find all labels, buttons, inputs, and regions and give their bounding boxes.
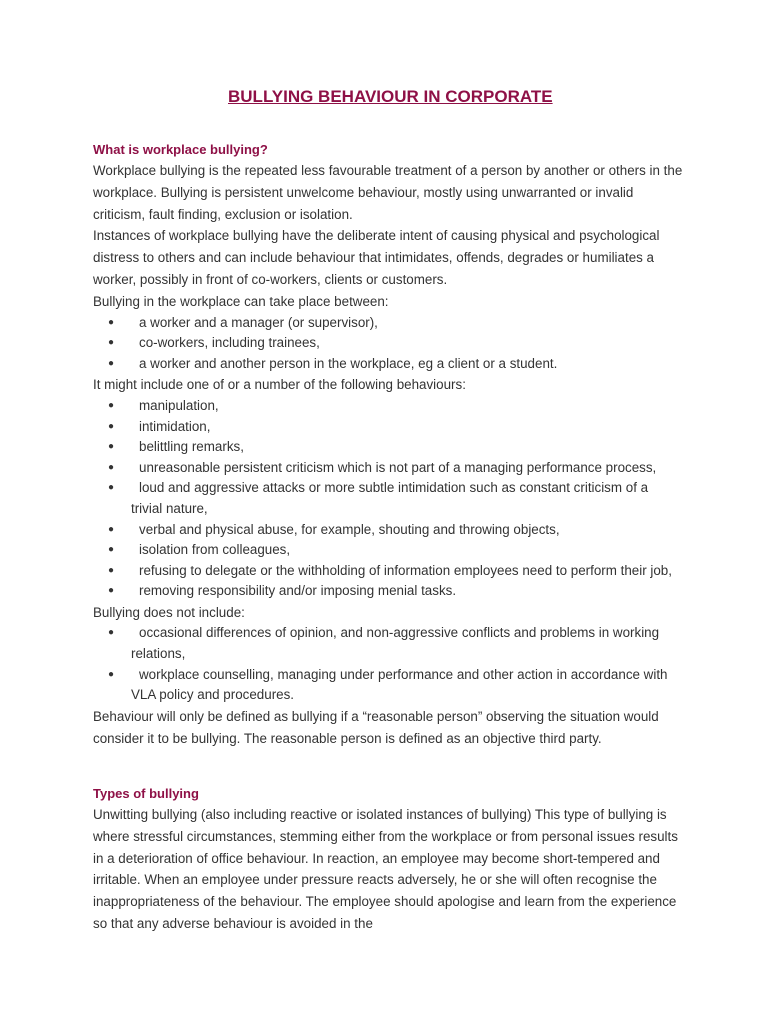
bullet-icon: ●: [108, 668, 115, 680]
bullet-icon: ●: [108, 482, 115, 494]
bullet-list-between: [93, 313, 683, 375]
section-body-types-of-bullying: [93, 804, 683, 935]
list-lead-behaviours: It might include one of or a number of the following behaviours:: [93, 377, 466, 393]
list-item-text: isolation from colleagues,: [139, 542, 291, 558]
bullet-icon: ●: [108, 399, 115, 411]
list-item: [93, 561, 683, 582]
list-item-text: a worker and another person in the workplace, eg a client or a student.: [139, 355, 558, 371]
list-item-text: manipulation,: [139, 397, 219, 413]
bullet-list-behaviours: [93, 396, 683, 602]
list-item-text: workplace counselling, managing under performance and other action in accordance with VLA policy and procedures.: [131, 666, 668, 703]
list-item: [93, 623, 683, 664]
list-item: [93, 417, 683, 438]
list-item-text: removing responsibility and/or imposing menial tasks.: [139, 583, 457, 599]
list-item-text: intimidation,: [139, 418, 211, 434]
paragraph-intent: Instances of workplace bullying have the deliberate intent of causing physical and psychological distress to others and can include behaviour that intimidates, offends, degrades or humiliates a worker, possibly in front of co-workers, clients or customers.: [93, 228, 660, 287]
section-body-what-is-bullying: [93, 160, 683, 749]
list-item: [93, 437, 683, 458]
bullet-icon: ●: [108, 523, 115, 535]
list-item: [93, 313, 683, 334]
list-item-text: a worker and a manager (or supervisor),: [139, 314, 378, 330]
bullet-icon: ●: [108, 441, 115, 453]
list-lead-between: Bullying in the workplace can take place between:: [93, 293, 389, 309]
list-item: [93, 333, 683, 354]
list-item-text: belittling remarks,: [139, 439, 244, 455]
bullet-icon: ●: [108, 585, 115, 597]
bullet-icon: ●: [108, 357, 115, 369]
bullet-icon: ●: [108, 627, 115, 639]
bullet-icon: ●: [108, 420, 115, 432]
list-item-text: occasional differences of opinion, and non-aggressive conflicts and problems in working relations,: [131, 625, 660, 662]
document-title: BULLYING BEHAVIOUR IN CORPORATE: [228, 87, 553, 106]
list-item-text: loud and aggressive attacks or more subtle intimidation such as constant criticism of a trivial nature,: [131, 480, 649, 516]
list-item-text: verbal and physical abuse, for example, shouting and throwing objects,: [139, 521, 560, 537]
section-heading-what-is-bullying: What is workplace bullying?: [93, 142, 268, 157]
bullet-icon: ●: [108, 564, 115, 576]
list-item: [93, 396, 683, 417]
list-lead-not-include: Bullying does not include:: [93, 604, 245, 620]
bullet-list-not-include: [93, 623, 683, 705]
list-item: [93, 354, 683, 375]
list-item: [93, 520, 683, 541]
list-item: [93, 540, 683, 561]
list-item: [93, 478, 683, 519]
bullet-icon: ●: [108, 337, 115, 349]
list-item: [93, 581, 683, 602]
list-item: [93, 458, 683, 479]
list-item-text: unreasonable persistent criticism which is not part of a managing performance process,: [139, 459, 657, 475]
paragraph-definition: Workplace bullying is the repeated less favourable treatment of a person by another or others in the workplace. Bullying is persistent unwelcome behaviour, mostly using unwarranted or invalid criticism, fault finding, exclusion or isolation.: [93, 163, 683, 222]
paragraph-unwitting-bullying: Unwitting bullying (also including reactive or isolated instances of bullying) This type of bullying is where stressful circumstances, stemming either from the workplace or from personal issues results in a deterioration of office behaviour. In reaction, an employee may become short-tempered and irritable. When an employee under pressure reacts adversely, he or she will often recognise the inappropriateness of the behaviour. The employee should apologise and learn from the experience so that any adverse behaviour is avoided in the: [93, 807, 678, 931]
bullet-icon: ●: [108, 316, 115, 328]
list-item-text: refusing to delegate or the withholding of information employees need to perform their job,: [139, 562, 672, 578]
paragraph-reasonable-person: Behaviour will only be defined as bullying if a “reasonable person” observing the situation would consider it to be bullying. The reasonable person is defined as an objective third party.: [93, 708, 659, 746]
bullet-icon: ●: [108, 461, 115, 473]
list-item: [93, 665, 683, 706]
section-heading-types-of-bullying: Types of bullying: [93, 786, 199, 801]
bullet-icon: ●: [108, 544, 115, 556]
list-item-text: co-workers, including trainees,: [139, 335, 320, 351]
